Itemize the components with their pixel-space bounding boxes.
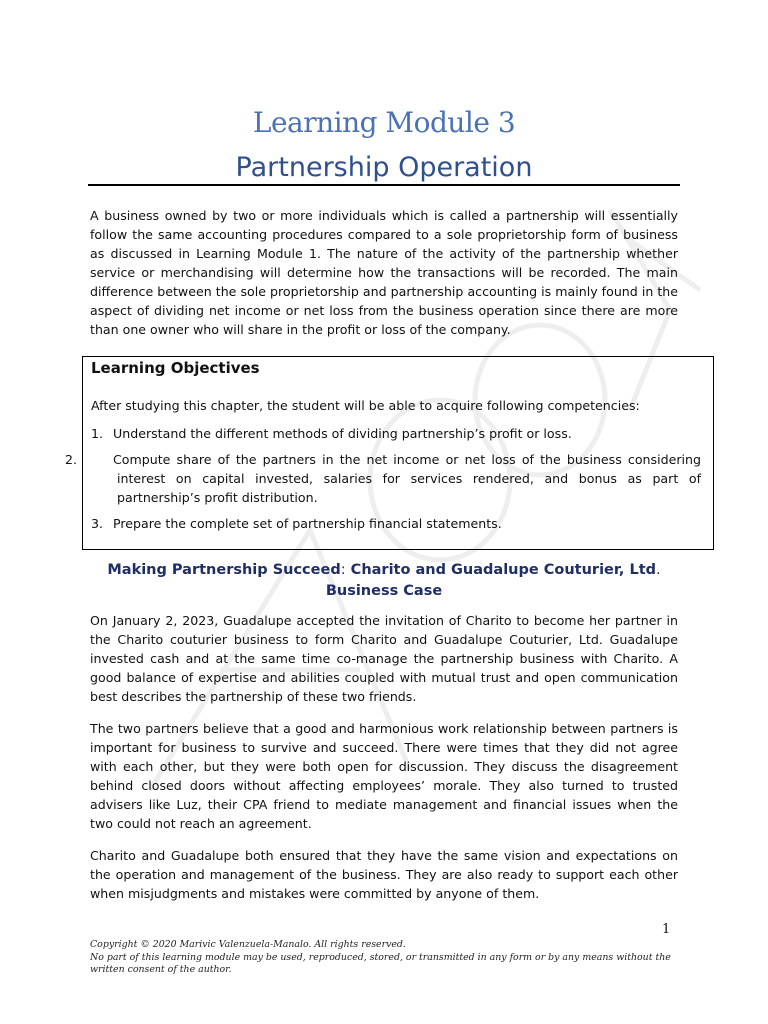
case-heading-sep: :	[340, 562, 346, 578]
module-title: Partnership Operation	[235, 152, 533, 183]
case-heading-end: .	[656, 562, 661, 578]
copyright-line: Copyright © 2020 Marivic Valenzuela-Manalo. All rights reserved.	[90, 939, 406, 950]
page-number: 1	[662, 922, 671, 937]
objective-item	[91, 514, 675, 533]
objective-number: 2.	[65, 452, 78, 467]
case-heading-name: Charito and Guadalupe Couturier, Ltd	[350, 562, 657, 578]
objectives-title: Learning Objectives	[91, 359, 260, 377]
learning-objectives-box	[65, 356, 714, 550]
module-number-title: Learning Module 3	[252, 106, 516, 139]
case-subheading: Business Case	[325, 583, 443, 599]
objective-item	[91, 424, 675, 443]
case-paragraph: The two partners believe that a good and harmonious work relationship between partners is important for business to survive and succeed. There were times that they did not agree with each other, but they were both open for discussion. They discuss the disagreement behind closed doors without affecting employees’ morale. They also turned to trusted advisers like Luz, their CPA friend to mediate management and financial issues when the two could not reach an agreement.	[90, 721, 678, 831]
objective-number: 1.	[91, 426, 104, 441]
copyright-footer	[90, 939, 690, 977]
business-case-heading	[0, 560, 768, 602]
title-divider	[88, 184, 680, 186]
objective-number: 3.	[91, 516, 104, 531]
intro-paragraph: A business owned by two or more individuals which is called a partnership will essentially follow the same accounting procedures compared to a sole proprietorship form of business as discussed in Learning Module 1. The nature of the activity of the partnership whether service or merchandising will determine how the transactions will be recorded. The main difference between the sole proprietorship and partnership accounting is mainly found in the aspect of dividing net income or net loss from the business operation since there are more than one owner who will share in the profit or loss of the company.	[90, 208, 678, 337]
case-paragraph: Charito and Guadalupe both ensured that they have the same vision and expectations on the operation and management of the business. They are also ready to support each other when misjudgments and mistakes were committed by anyone of them.	[90, 848, 678, 901]
copyright-notice: No part of this learning module may be used, reproduced, stored, or transmitted in any form or by any means without the written consent of the author.	[90, 951, 671, 975]
objective-item	[65, 450, 701, 507]
objective-text: Prepare the complete set of partnership financial statements.	[113, 516, 502, 531]
objectives-intro: After studying this chapter, the student will be able to acquire following competencies:	[91, 398, 640, 413]
case-paragraph: On January 2, 2023, Guadalupe accepted the invitation of Charito to become her partner in the Charito couturier business to form Charito and Guadalupe Couturier, Ltd. Guadalupe invested cash and at the same time co-manage the partnership business with Charito. A good balance of expertise and abilities coupled with mutual trust and open communication best describes the partnership of these two friends.	[90, 613, 678, 704]
objective-text: Compute share of the partners in the net income or net loss of the business considering interest on capital invested, salaries for services rendered, and bonus as part of partnership’s profit distribution.	[113, 452, 701, 505]
objective-text: Understand the different methods of dividing partnership’s profit or loss.	[113, 426, 572, 441]
case-heading-prefix: Making Partnership Succeed	[107, 562, 341, 578]
